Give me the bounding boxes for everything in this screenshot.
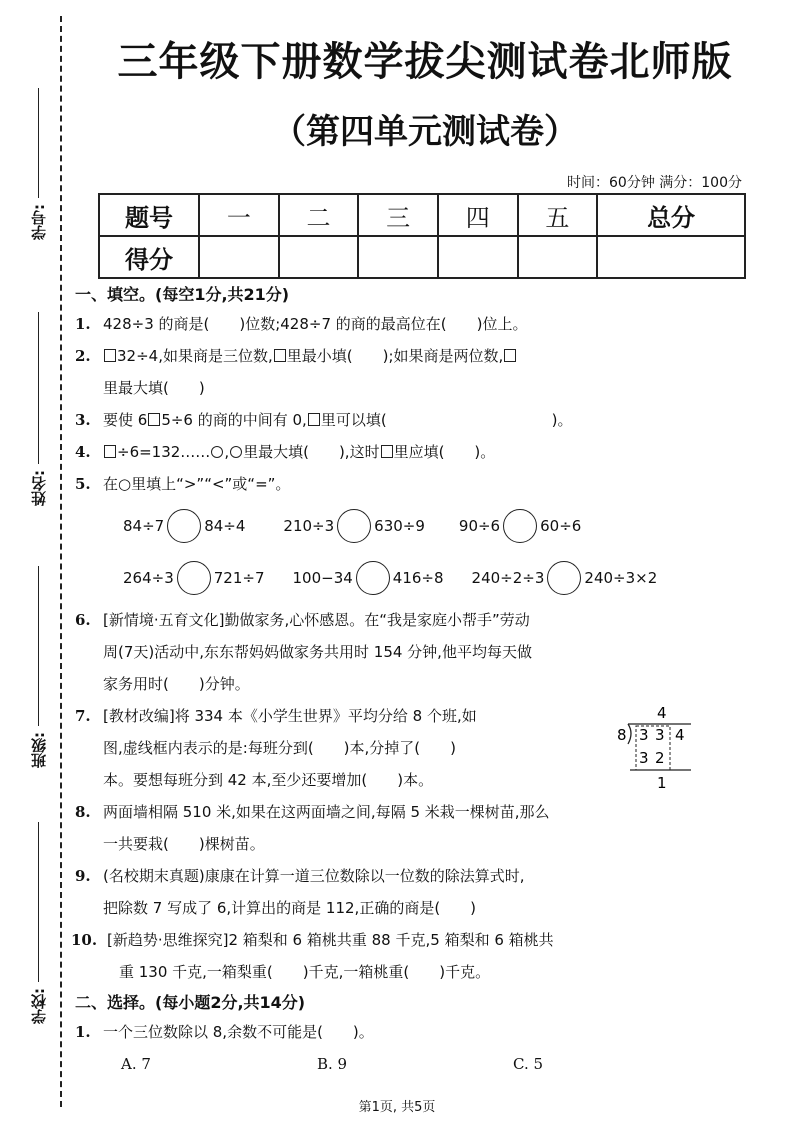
question-text: 把除数 7 写成了 6,计算出的商是 112,正确的商是( ) <box>103 899 477 917</box>
name-line <box>38 312 39 464</box>
question-content <box>71 282 725 1080</box>
question-text: 本。要想每班分到 42 本,至少还要增加( )本。 <box>103 771 434 789</box>
score-header-cell: 题号 <box>99 194 199 236</box>
score-header-cell: 五 <box>518 194 598 236</box>
score-cell[interactable] <box>358 236 438 278</box>
compare-right: 84÷4 <box>204 517 246 535</box>
question-9 <box>75 860 725 924</box>
question-number: 2. <box>75 347 91 365</box>
question-text: , <box>224 443 230 461</box>
answer-circle[interactable] <box>356 561 390 595</box>
score-table <box>98 193 746 279</box>
binding-dashed-line <box>60 16 62 1107</box>
question-10 <box>71 924 725 988</box>
compare-item <box>472 561 658 595</box>
school-field <box>20 822 56 1024</box>
answer-circle[interactable] <box>167 509 201 543</box>
page-subtitle: （第四单元测试卷） <box>272 112 578 152</box>
question-text: 家务用时( )分钟。 <box>103 675 250 693</box>
question-8 <box>75 796 725 860</box>
score-header-cell: 二 <box>279 194 359 236</box>
square-symbol <box>104 445 116 458</box>
question-text: 两面墙相隔 510 米,如果在这两面墙之间,每隔 5 米栽一棵树苗,那么 <box>103 803 550 821</box>
question-text: 5÷6 的商的中间有 0, <box>161 411 307 429</box>
compare-item <box>459 509 581 543</box>
question-6 <box>75 604 725 700</box>
score-cell[interactable] <box>199 236 279 278</box>
compare-left: 90÷6 <box>458 517 501 535</box>
square-symbol <box>148 413 160 426</box>
name-label: 姓名: <box>29 470 48 506</box>
compare-right: 240÷3×2 <box>584 569 658 587</box>
answer-circle[interactable] <box>337 509 371 543</box>
page-title: 三年级下册数学拔尖测试卷北师版 <box>117 39 733 85</box>
square-symbol <box>381 445 393 458</box>
time-info: 时间：60分钟 满分：100分 <box>567 175 742 191</box>
compare-left: 240÷2÷3 <box>471 569 545 587</box>
question-5 <box>75 468 725 500</box>
question-text: 里最大填( ) <box>103 379 205 397</box>
question-text: 里最小填( );如果商是两位数, <box>286 347 504 365</box>
question-text: 里应填( )。 <box>393 443 496 461</box>
compare-item <box>283 509 425 543</box>
product-digit: 3 <box>639 749 649 767</box>
compare-right: 416÷8 <box>392 569 444 587</box>
answer-circle[interactable] <box>503 509 537 543</box>
question-4 <box>75 436 725 468</box>
division-remainder: 1 <box>657 774 667 792</box>
option-a[interactable]: A. 7 <box>121 1055 151 1073</box>
question-number: 1. <box>75 1023 91 1041</box>
question-number: 9. <box>75 867 91 885</box>
choice-question-1 <box>75 1016 725 1048</box>
square-symbol <box>104 349 116 362</box>
dividend-digit: 4 <box>675 726 685 744</box>
question-text: 一共要栽( )棵树苗。 <box>103 835 265 853</box>
score-table-score-row <box>99 236 745 278</box>
question-number: 5. <box>75 475 91 493</box>
school-line <box>38 822 39 982</box>
name-field <box>20 312 56 506</box>
option-c[interactable]: C. 5 <box>513 1055 544 1073</box>
question-text: 在○里填上“>”“<”或“=”。 <box>103 475 291 493</box>
long-division-figure <box>615 700 695 792</box>
question-number: 4. <box>75 443 91 461</box>
question-text: 要使 6 <box>103 411 148 429</box>
question-text: [教材改编]将 334 本《小学生世界》平均分给 8 个班,如 <box>103 707 477 725</box>
dividend-digit: 3 <box>639 726 649 744</box>
division-quotient: 4 <box>657 704 667 722</box>
square-symbol <box>308 413 320 426</box>
score-header-cell: 总分 <box>597 194 745 236</box>
question-number: 8. <box>75 803 91 821</box>
answer-circle[interactable] <box>177 561 211 595</box>
choice-options <box>75 1048 725 1080</box>
section-fill-blank-heading: 一、填空。(每空1分,共21分) <box>75 285 290 304</box>
score-row-label: 得分 <box>99 236 199 278</box>
compare-row-1 <box>75 500 725 552</box>
compare-right: 721÷7 <box>213 569 265 587</box>
square-symbol <box>274 349 286 362</box>
score-header-cell: 一 <box>199 194 279 236</box>
question-text: 重 130 千克,一箱梨重( )千克,一箱桃重( )千克。 <box>119 963 491 981</box>
product-digit: 2 <box>655 749 665 767</box>
compare-left: 84÷7 <box>123 517 165 535</box>
question-text: 里可以填( )。 <box>320 411 573 429</box>
question-1 <box>75 308 725 340</box>
score-header-cell: 三 <box>358 194 438 236</box>
dividend-digit: 3 <box>655 726 665 744</box>
question-text: 里最大填( ),这时 <box>243 443 380 461</box>
square-symbol <box>504 349 516 362</box>
class-label: 班级: <box>29 732 48 768</box>
question-text: [新趋势·思维探究]2 箱梨和 6 箱桃共重 88 千克,5 箱梨和 6 箱桃共 <box>107 931 554 949</box>
compare-item <box>123 561 265 595</box>
option-b[interactable]: B. 9 <box>317 1055 348 1073</box>
compare-right: 630÷9 <box>374 517 425 535</box>
score-cell[interactable] <box>597 236 745 278</box>
question-number: 10. <box>71 931 98 949</box>
score-header-cell: 四 <box>438 194 518 236</box>
answer-circle[interactable] <box>547 561 581 595</box>
compare-right: 60÷6 <box>540 517 582 535</box>
question-number: 6. <box>75 611 91 629</box>
class-line <box>38 566 39 726</box>
question-2 <box>75 340 725 404</box>
compare-item <box>123 509 245 543</box>
question-text: (名校期末真题)康康在计算一道三位数除以一位数的除法算式时, <box>103 867 525 885</box>
question-number: 7. <box>75 707 91 725</box>
question-text: 32÷4,如果商是三位数, <box>117 347 273 365</box>
question-text: 周(7天)活动中,东东帮妈妈做家务共用时 154 分钟,他平均每天做 <box>103 643 532 661</box>
question-number: 3. <box>75 411 91 429</box>
question-3 <box>75 404 725 436</box>
compare-left: 264÷3 <box>123 569 174 587</box>
question-text: ÷6=132…… <box>117 443 211 461</box>
question-7 <box>75 700 725 796</box>
question-text: 428÷3 的商是( )位数;428÷7 的商的最高位在( )位上。 <box>103 315 528 333</box>
question-number: 1. <box>75 315 91 333</box>
circle-symbol <box>230 446 242 458</box>
score-cell[interactable] <box>279 236 359 278</box>
score-cell[interactable] <box>438 236 518 278</box>
page-footer: 第1页, 共5页 <box>358 1100 436 1115</box>
class-field <box>20 566 56 768</box>
compare-left: 210÷3 <box>283 517 335 535</box>
question-text: [新情境·五育文化]勤做家务,心怀感恩。在“我是家庭小帮手”劳动 <box>103 611 530 629</box>
compare-left: 100−34 <box>292 569 353 587</box>
student-number-line <box>38 88 39 198</box>
division-bracket <box>628 724 631 744</box>
score-table-header-row <box>99 194 745 236</box>
question-text: 一个三位数除以 8,余数不可能是( )。 <box>103 1023 374 1041</box>
compare-item <box>293 561 444 595</box>
student-number-field <box>20 88 56 240</box>
school-label: 学校: <box>29 988 48 1024</box>
score-cell[interactable] <box>518 236 598 278</box>
section-choice-heading: 二、选择。(每小题2分,共14分) <box>75 993 306 1012</box>
division-divisor: 8 <box>617 726 627 744</box>
compare-row-2 <box>75 552 725 604</box>
question-text: 图,虚线框内表示的是:每班分到( )本,分掉了( ) <box>103 739 457 757</box>
student-number-label: 学号: <box>29 204 48 240</box>
circle-symbol <box>211 446 223 458</box>
